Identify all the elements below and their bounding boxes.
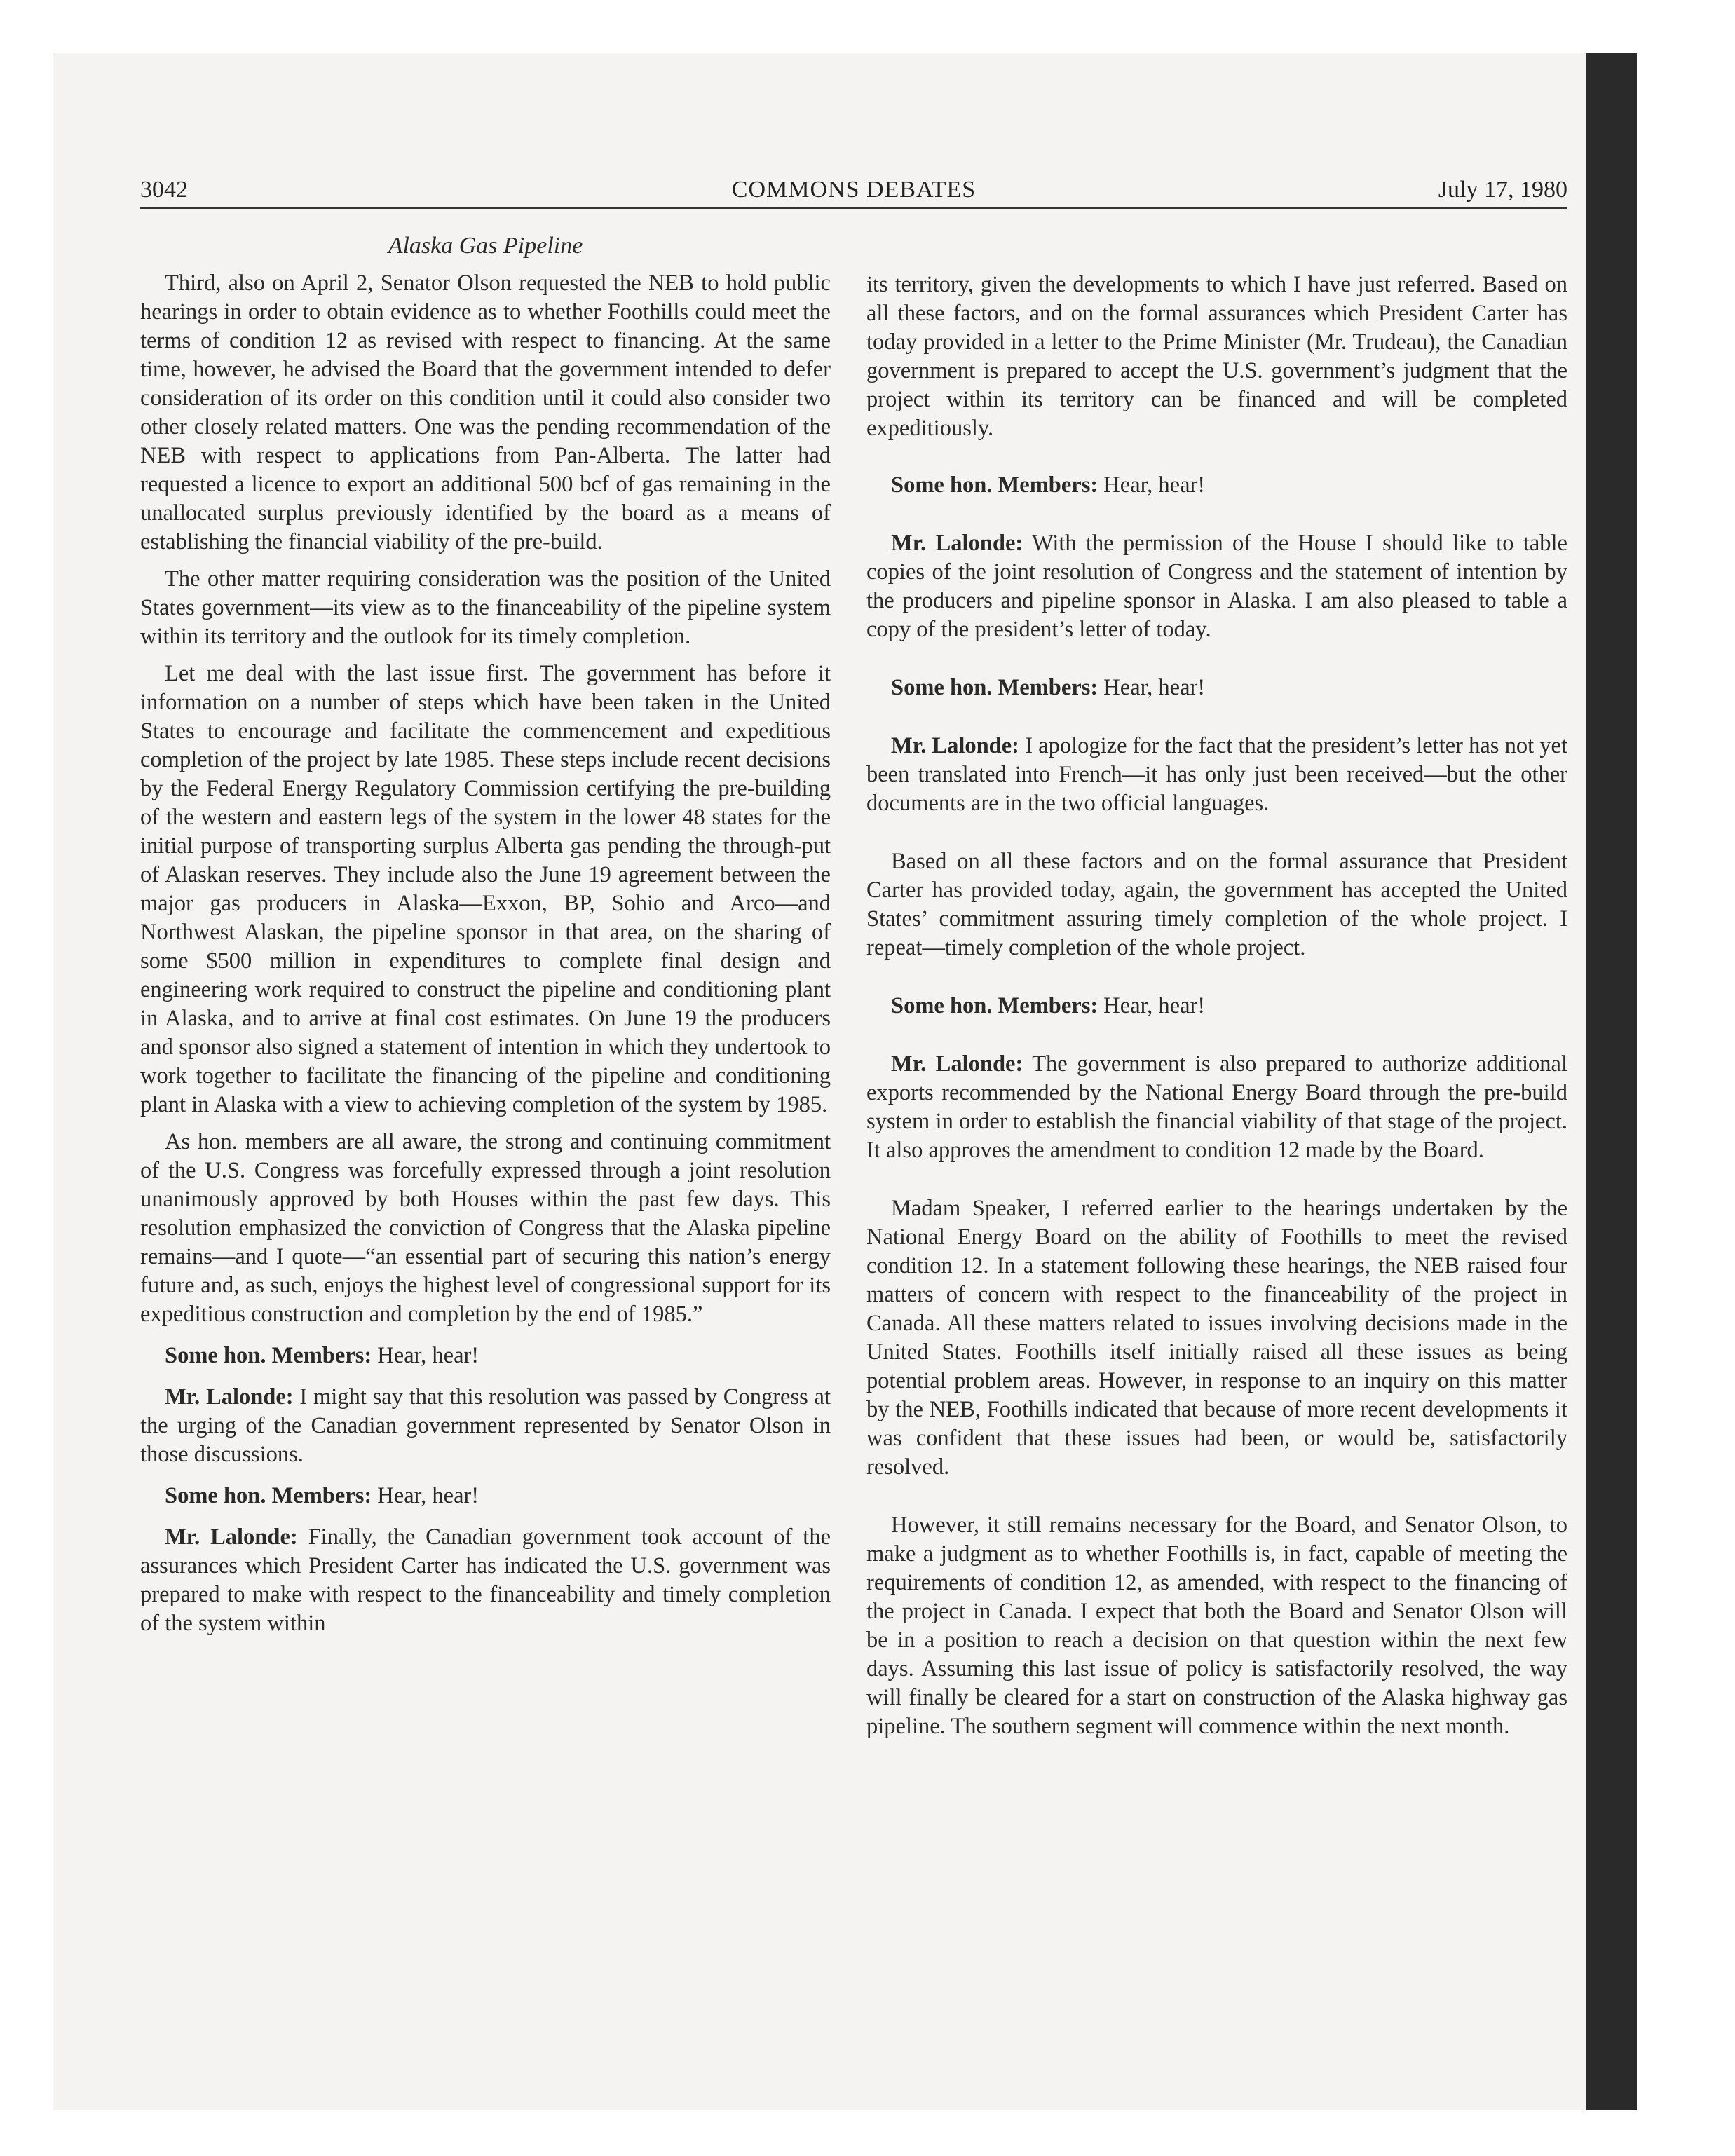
- paragraph: [140, 660, 831, 1119]
- speech: [140, 1383, 831, 1469]
- scan-edge-bar: [1586, 53, 1637, 2110]
- paragraph: [140, 1128, 831, 1329]
- page-header: [140, 177, 1567, 209]
- right-column: [866, 271, 1567, 1770]
- speaker-name: Mr. Lalonde:: [891, 531, 1023, 556]
- paragraph-text: However, it still remains necessary for the Board, and Senator Olson, to make a judgment as to whether Foothills is, in fact, capable of meeting the requirements of condition 12, as amended, with respect to the financing of the project in Canada. I expect that both the Board and Senator Olson will be in a position to reach a decision on that question within the next few days. Assuming this last issue of policy is satisfactorily resolved, the way will finally be cleared for a start on construction of the Alaska highway gas pipeline. The southern segment will commence within the next month.: [866, 1513, 1567, 1739]
- speaker-name: Some hon. Members:: [891, 472, 1098, 498]
- paragraph: [140, 269, 831, 557]
- left-column: [140, 231, 831, 1651]
- speaker-name: Some hon. Members:: [165, 1483, 372, 1508]
- paragraph-text: Madam Speaker, I referred earlier to the hearings undertaken by the National Energy Board on the ability of Foothills to meet the revised condition 12. In a statement following these hearings, the NEB raised four matters of concern with respect to the financeability of the project in Canada. All these matters related to issues involving decisions made in the United States. Foothills itself initially raised all these issues as being potential problem areas. However, in response to an inquiry on this matter by the NEB, Foothills indicated that because of more recent developments it was confident that these issues had been, or would be, satisfactorily resolved.: [866, 1196, 1567, 1480]
- subheading: Alaska Gas Pipeline: [388, 233, 583, 259]
- paragraph-text: I apologize for the fact that the president’s letter has not yet been translated into French—it has only just been received—but the other documents are in the two official languages.: [866, 733, 1567, 816]
- interjection: [140, 1342, 831, 1370]
- paragraph-text: Let me deal with the last issue first. The government has before it information on a number of steps which have been taken in the United States to encourage and facilitate the commencement and expeditious completion of the project by late 1985. These steps include recent decisions by the Federal Energy Regulatory Commission certifying the pre-building of the western and eastern legs of the system in the lower 48 states for the initial purpose of transporting surplus Alberta gas pending the through-put of Alaskan reserves. They include also the June 19 agreement between the major gas producers in Alaska—Exxon, BP, Sohio and Arco—and Northwest Alaskan, the pipeline sponsor in that area, on the sharing of some $500 million in expenditures to complete final design and engineering work required to construct the pipeline and conditioning plant in Alaska, and to arrive at final cost estimates. On June 19 the producers and sponsor also signed a statement of intention in which they undertook to work together to facilitate the financing of the pipeline and conditioning plant in Alaska with a view to achieving completion of the system by 1985.: [140, 661, 831, 1117]
- interjection: [866, 992, 1567, 1021]
- speaker-name: Some hon. Members:: [165, 1343, 372, 1368]
- speech: [140, 1523, 831, 1638]
- paragraph-text: With the permission of the House I should like to table copies of the joint resolution of Congress and the statement of intention by the producers and pipeline sponsor in Alaska. I am also pleased to table a copy of the president’s letter of today.: [866, 531, 1567, 642]
- paragraph-text: As hon. members are all aware, the strong and continuing commitment of the U.S. Congress was forcefully expressed through a joint resolution unanimously approved by both Houses within the past few days. This resolution emphasized the conviction of Congress that the Alaska pipeline remains—and I quote—“an essential part of securing this nation’s energy future and, as such, enjoys the highest level of congressional support for its expeditious construction and completion by the end of 1985.”: [140, 1129, 831, 1327]
- speech: [866, 1050, 1567, 1165]
- paragraph: [866, 271, 1567, 443]
- paragraph-text: Hear, hear!: [377, 1343, 479, 1368]
- page-date: July 17, 1980: [1438, 177, 1567, 203]
- paragraph-text: The other matter requiring consideration was the position of the United States government—its view as to the financeability of the pipeline system within its territory and the outlook for its timely completion.: [140, 566, 831, 649]
- speech: [866, 529, 1567, 644]
- page-number: 3042: [140, 177, 188, 203]
- paragraph-text: Finally, the Canadian government took account of the assurances which President Carter has indicated the U.S. government was prepared to make with respect to the financeability and timely completion of the system within: [140, 1524, 831, 1636]
- speaker-name: Mr. Lalonde:: [165, 1384, 294, 1410]
- speaker-name: Mr. Lalonde:: [891, 733, 1020, 758]
- interjection: [140, 1482, 831, 1510]
- paragraph: [140, 565, 831, 651]
- publication-title: COMMONS DEBATES: [731, 177, 977, 203]
- paragraph-text: Hear, hear!: [377, 1483, 479, 1508]
- interjection: [866, 471, 1567, 500]
- paragraph-text: Hear, hear!: [1103, 472, 1206, 498]
- paragraph-text: Hear, hear!: [1103, 675, 1206, 700]
- paragraph-text: The government is also prepared to authorize additional exports recommended by the National Energy Board through the pre-build system in order to establish the financial viability of that stage of the project. It also approves the amendment to condition 12 made by the Board.: [866, 1051, 1567, 1163]
- interjection: [866, 674, 1567, 702]
- paragraph: [866, 1511, 1567, 1741]
- paragraph-text: I might say that this resolution was passed by Congress at the urging of the Canadian government represented by Senator Olson in those discussions.: [140, 1384, 831, 1467]
- paragraph: [866, 1194, 1567, 1482]
- paragraph: [866, 847, 1567, 962]
- paragraph-text: Hear, hear!: [1103, 993, 1206, 1018]
- speaker-name: Some hon. Members:: [891, 993, 1098, 1018]
- speech: [866, 732, 1567, 818]
- speaker-name: Mr. Lalonde:: [165, 1524, 298, 1550]
- paragraph-text: its territory, given the developments to which I have just referred. Based on all these factors, and on the formal assurances which President Carter has today provided in a letter to the Prime Minister (Mr. Trudeau), the Canadian government is prepared to accept the U.S. government’s judgment that the project within its territory can be financed and will be completed expeditiously.: [866, 272, 1567, 441]
- paragraph-text: Third, also on April 2, Senator Olson requested the NEB to hold public hearings in order to obtain evidence as to whether Foothills could meet the terms of condition 12 as revised with respect to financing. At the same time, however, he advised the Board that the government intended to defer consideration of its order on this condition until it could also consider two other closely related matters. One was the pending recommendation of the NEB with respect to applications from Pan-Alberta. The latter had requested a licence to export an additional 500 bcf of gas remaining in the unallocated surplus previously identified by the board as a means of establishing the financial viability of the pre-build.: [140, 271, 831, 554]
- paragraph-text: Based on all these factors and on the formal assurance that President Carter has provided today, again, the government has accepted the United States’ commitment assuring timely completion of the whole project. I repeat—timely completion of the whole project.: [866, 849, 1567, 960]
- speaker-name: Mr. Lalonde:: [891, 1051, 1023, 1077]
- speaker-name: Some hon. Members:: [891, 675, 1098, 700]
